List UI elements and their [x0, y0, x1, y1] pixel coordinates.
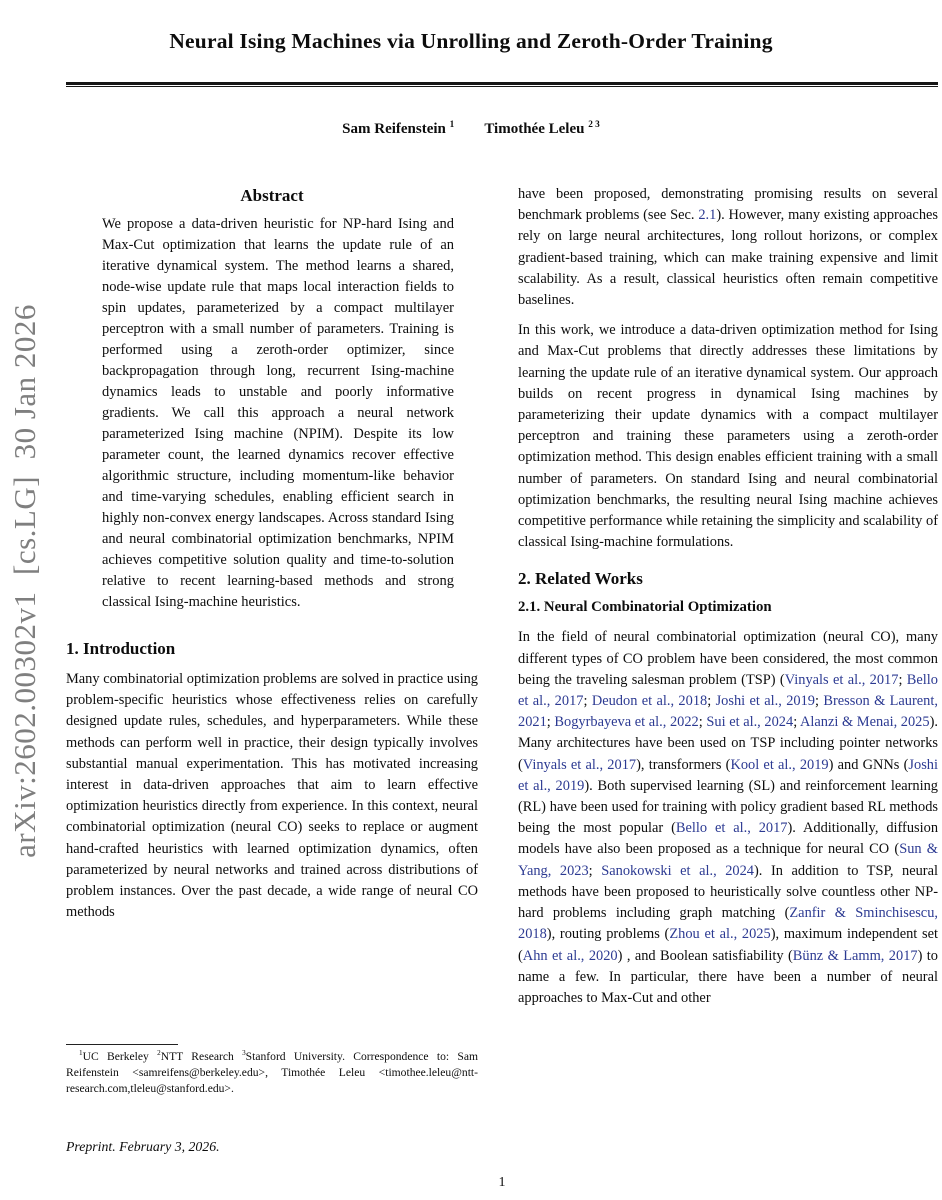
text-segment: ) , and Boolean satisfiability (: [617, 947, 793, 964]
citation-link[interactable]: Bünz & Lamm, 2017: [792, 947, 918, 964]
title-rule: [66, 82, 938, 87]
text-segment: ). Many architectures have been used on TSP including pointer networks (: [518, 714, 938, 773]
paragraph-continued: [518, 184, 938, 311]
text-segment: ). Both supervised learning (SL) and reinforcement learning (RL) have been used for training with policy gradient based RL methods being the most popular (: [518, 777, 938, 837]
left-column: [66, 184, 478, 932]
arxiv-watermark: arXiv:2602.00302v1 [cs.LG] 30 Jan 2026: [7, 304, 42, 858]
text-segment: ) to name a few. In particular, there have been a number of neural approaches to Max-Cut and other: [518, 947, 939, 1006]
text-segment: have been proposed, demonstrating promising results on several benchmark problems (see Sec.: [518, 186, 938, 224]
citation-link[interactable]: Sun & Yang, 2023: [518, 841, 939, 879]
citation-link[interactable]: Kool et al., 2019: [730, 756, 829, 773]
text-segment: UC Berkeley: [82, 1050, 158, 1063]
citation-link[interactable]: Bogyrbayeva et al., 2022: [554, 714, 699, 731]
author: Timothée Leleu $^{2 3}$: [484, 120, 600, 137]
footnote-block: [66, 1044, 478, 1096]
footnote-marker: 2: [157, 1049, 161, 1058]
text-segment: ), transformers (: [636, 756, 731, 773]
citation-link[interactable]: Zhou et al., 2025: [669, 926, 771, 943]
section-heading-related-works: 2. Related Works: [518, 569, 643, 589]
text-segment: ). In addition to TSP, neural methods have been proposed to heuristically solve countless other NP-hard problems including graph matching (: [518, 862, 938, 922]
text-segment: ;: [707, 693, 716, 710]
introduction-paragraph: Many combinatorial optimization problems are solved in practice using problem-specific heuristics whose effectiveness relies on carefully designed update rules, schedules, and hyperparameters. While these methods can perform well in practice, their design typically involves substantial manual experimentation. This has motivated increasing interest in data-driven approaches that aim to learn effective optimization heuristics directly from experience. In this context, neural combinatorial optimization (neural CO) seeks to replace or augment hand-crafted heuristics with learned optimization dynamics, often parameterized by neural networks and trained across distributions of problem instances. Over the past decade, a wide range of neural CO methods: [66, 671, 478, 921]
subsection-heading-neural-co: 2.1. Neural Combinatorial Optimization: [518, 599, 772, 616]
text-segment: ;: [698, 714, 707, 731]
citation-link[interactable]: Alanzi & Menai, 2025: [800, 714, 930, 731]
text-segment: ). However, many existing approaches rely on large neural architectures, long rollout horizons, or complex gradient-based training, which can make training expensive and limit scalability. As a result, classical heuristics often remain competitive baselines.: [518, 207, 939, 309]
author-affiliation-marker: 1: [449, 120, 455, 130]
text-segment: ;: [546, 714, 555, 731]
citation-link[interactable]: Bresson & Laurent, 2021: [518, 693, 938, 731]
abstract-heading: Abstract: [240, 186, 304, 205]
text-segment: ;: [588, 862, 602, 879]
citation-link[interactable]: Sui et al., 2024: [706, 714, 794, 731]
text-segment: In the field of neural combinatorial optimization (neural CO), many different types of CO problem have been considered, the most common being the traveling salesman problem (TSP) (: [518, 629, 938, 688]
text-segment: ). Additionally, diffusion models have also been proposed as a technique for neural CO (: [518, 820, 939, 858]
text-segment: ;: [793, 714, 801, 731]
citation-link[interactable]: Vinyals et al., 2017: [784, 671, 899, 688]
author-affiliation-marker: 2 3: [588, 120, 600, 130]
citation-link[interactable]: Bello et al., 2017: [518, 671, 938, 710]
citation-link[interactable]: Joshi et al., 2019: [518, 756, 938, 794]
text-segment: ;: [898, 671, 907, 688]
text-segment: Stanford University. Correspondence to: Sam Reifenstein <samreifens@berkeley.edu>, Timothée Leleu <timothee.leleu@ntt-research.com,tleleu@stanford.edu>.: [66, 1050, 478, 1095]
citation-link[interactable]: Ahn et al., 2020: [522, 947, 618, 964]
paragraph-neural-co: [518, 627, 938, 1009]
abstract-text: We propose a data-driven heuristic for NP-hard Ising and Max-Cut optimization that learns the update rule of an iterative dynamical system. The method learns a shared, node-wise update rule that maps local interaction fields to spin updates, parameterized by a compact multilayer perceptron with a small number of parameters. Training is performed using a zeroth-order optimizer, since backpropagation through long, recurrent Ising-machine dynamics leads to unstable and poorly informative gradients. We call this approach a neural network parameterized Ising machine (NPIM). Despite its low parameter count, the learned dynamics recover effective algorithmic structure, including momentum-like behavior and time-varying schedules, enabling efficient search in highly non-convex energy landscapes. Across standard Ising and neural combinatorial optimization benchmarks, NPIM achieves competitive solution quality and time-to-solution relative to recent learning-based methods and strong classical Ising-machine heuristics.: [102, 216, 454, 610]
text-segment: ), routing problems (: [546, 926, 670, 943]
affiliation-footnote: [66, 1049, 478, 1096]
author: Sam Reifenstein $^1$: [342, 120, 455, 137]
citation-link[interactable]: Joshi et al., 2019: [715, 693, 815, 710]
right-column: [518, 184, 938, 1018]
footnote-marker: 1: [79, 1049, 83, 1058]
citation-link[interactable]: Bello et al., 2017: [675, 820, 788, 837]
section-ref-link[interactable]: 2.1: [698, 207, 717, 224]
text-segment: NTT Research: [160, 1050, 243, 1063]
author-line: [0, 121, 942, 138]
footnote-rule: [66, 1044, 178, 1045]
text-segment: ;: [814, 693, 824, 710]
preprint-note: Preprint. February 3, 2026.: [66, 1139, 220, 1154]
paper-title: Neural Ising Machines via Unrolling and Zeroth-Order Training: [169, 29, 773, 53]
citation-link[interactable]: Vinyals et al., 2017: [522, 756, 637, 773]
paragraph-this-work: In this work, we introduce a data-driven optimization method for Ising and Max-Cut problems that directly addresses these limitations by learning the update rule of an iterative dynamical system. Our approach builds on recent progress in dynamical Ising machines by parameterizing their update dynamics with a compact multilayer perceptron and training these parameters using a zeroth-order optimization method. This design enables efficient training with a small number of parameters. On standard Ising and neural combinatorial optimization benchmarks, the resulting neural Ising machine achieves competitive performance while retaining the simplicity and scalability of classical Ising-machine formulations.: [518, 322, 938, 551]
citation-link[interactable]: Deudon et al., 2018: [591, 693, 708, 710]
text-segment: ) and GNNs (: [828, 756, 909, 773]
text-segment: ), maximum independent set (: [518, 926, 939, 964]
footnote-marker: 3: [242, 1049, 246, 1058]
text-segment: ;: [583, 693, 592, 710]
page-number: 1: [498, 1175, 506, 1190]
citation-link[interactable]: Sanokowski et al., 2024: [601, 862, 754, 879]
section-heading-introduction: 1. Introduction: [66, 639, 176, 658]
citation-link[interactable]: Zanfir & Sminchisescu, 2018: [518, 905, 938, 943]
